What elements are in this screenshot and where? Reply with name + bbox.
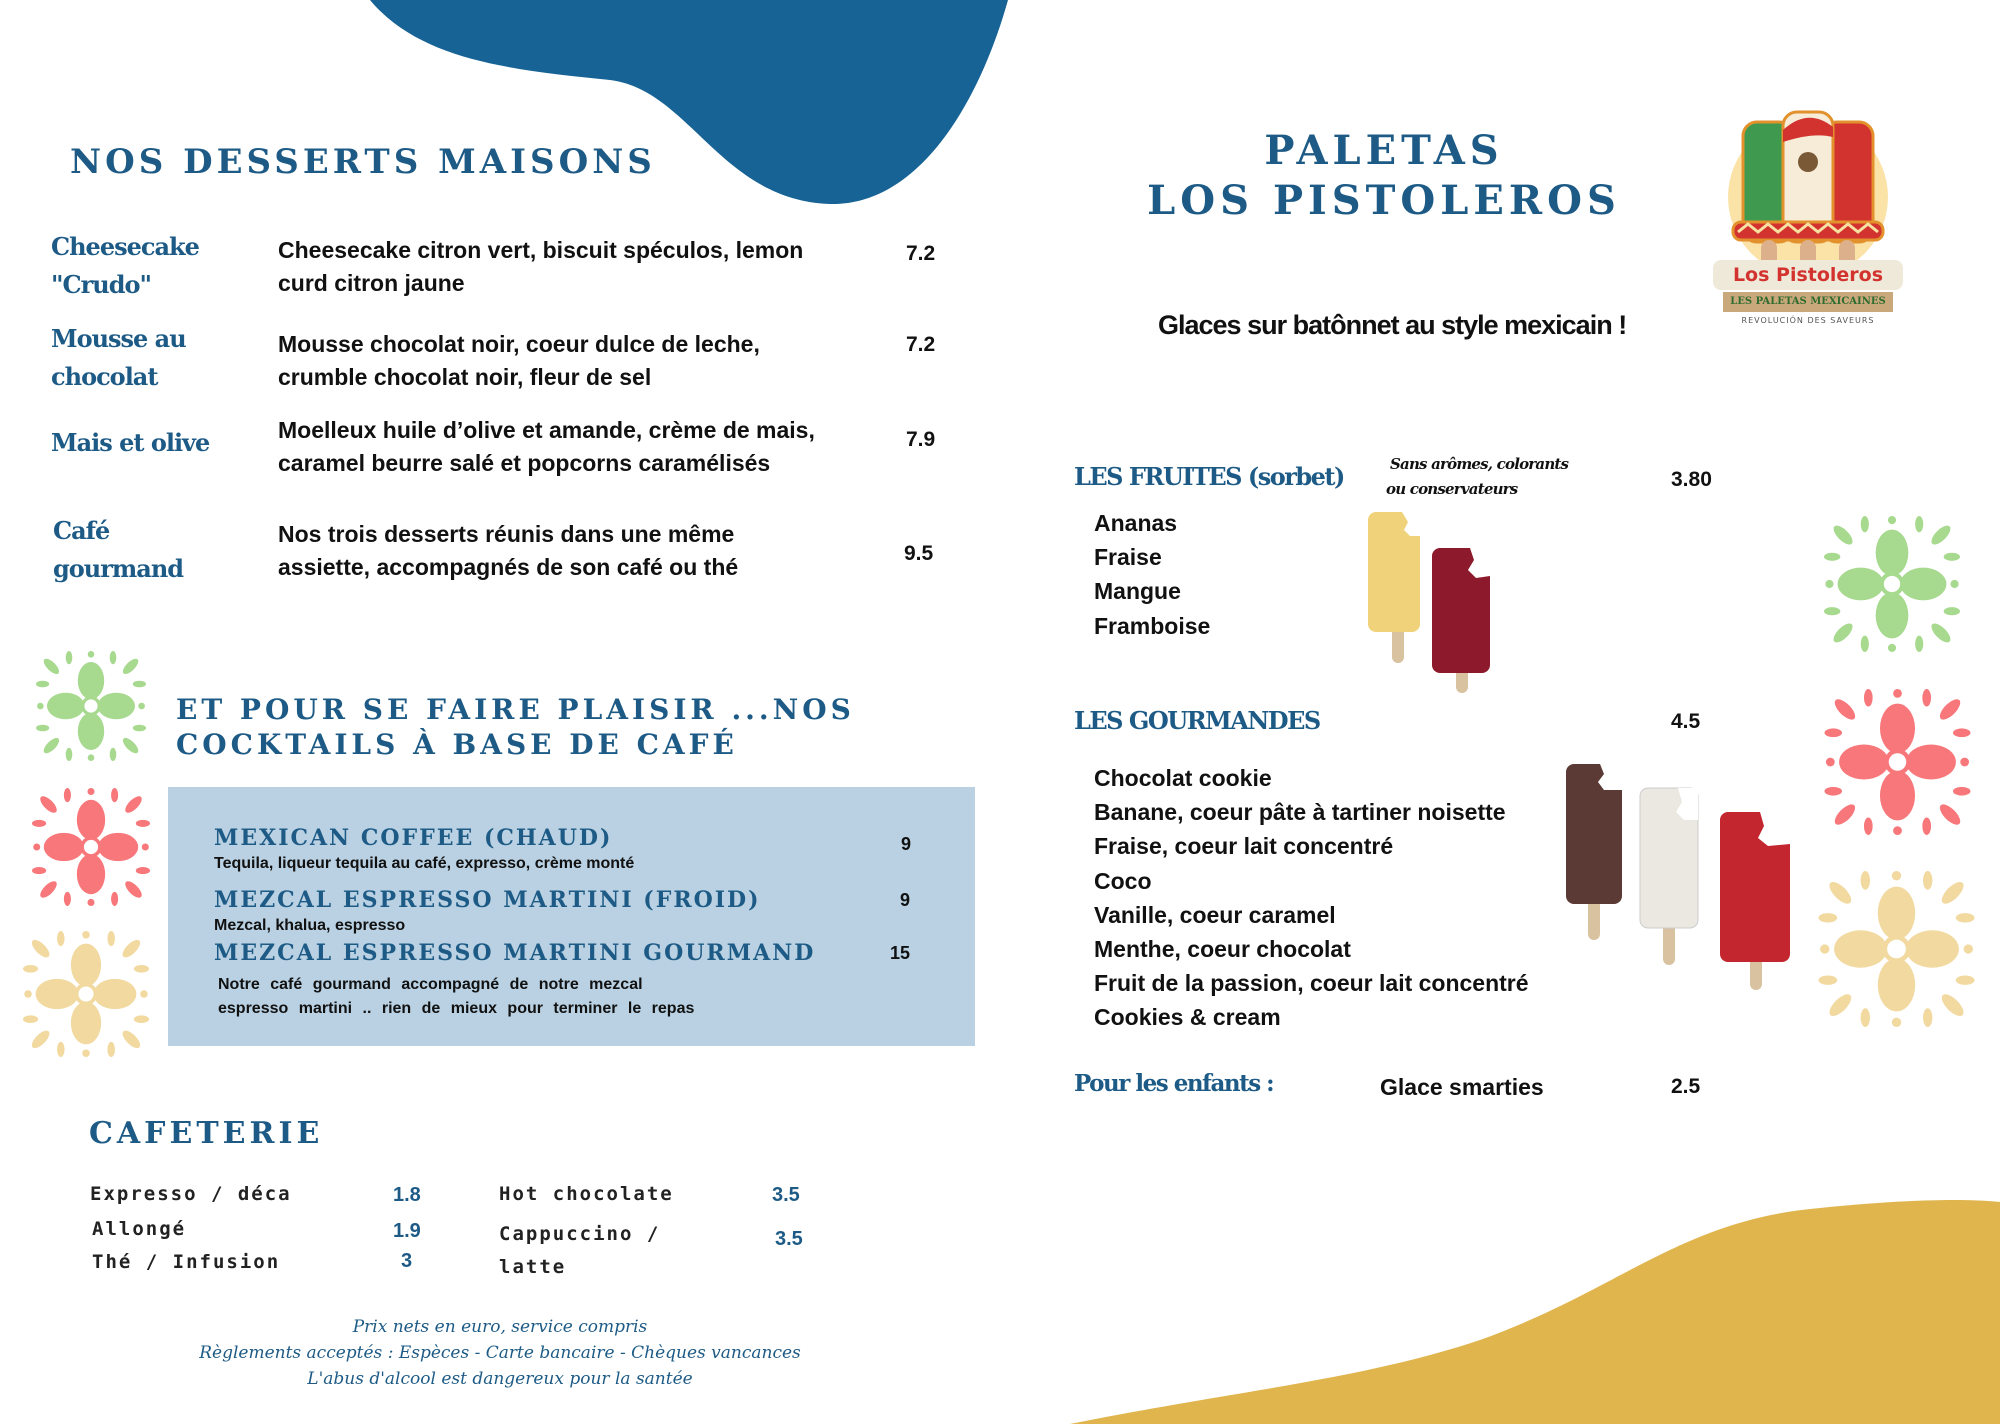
cocktail-name: MEZCAL ESPRESSO MARTINI GOURMAND — [214, 940, 816, 966]
logo-banner: LES PALETAS MEXICAINES — [1723, 292, 1893, 312]
fruits-title: LES FRUITES (sorbet) — [1074, 462, 1344, 491]
fruit-item: Mangue — [1094, 578, 1181, 605]
fruits-price: 3.80 — [1671, 468, 1712, 491]
footer-notes — [100, 1314, 900, 1392]
green-flower-tile-icon — [36, 650, 146, 762]
gourmande-item: Fruit de la passion, coeur lait concentré — [1094, 970, 1529, 997]
cafe-item-name: Hot chocolate — [499, 1183, 674, 1205]
gourmande-item: Cookies & cream — [1094, 1004, 1281, 1031]
dessert-price: 7.2 — [906, 333, 936, 356]
kids-price: 2.5 — [1671, 1075, 1701, 1098]
cocktail-price: 9 — [901, 834, 912, 854]
fruit-item: Framboise — [1094, 612, 1211, 639]
cafe-item-price: 1.9 — [393, 1220, 421, 1242]
logo-name: Los Pistoleros — [1713, 260, 1903, 290]
kids-title: Pour les enfants : — [1074, 1070, 1274, 1097]
gourmande-item: Coco — [1094, 867, 1152, 894]
gourmandes-title: LES GOURMANDES — [1074, 706, 1320, 735]
yellow-wave-decoration — [1060, 1190, 2000, 1424]
dessert-name: Café gourmand — [53, 516, 184, 583]
yellow-flower-tile-icon — [23, 931, 149, 1057]
cafe-item-price: 3.5 — [772, 1184, 800, 1206]
paletas-subtitle: Glaces sur batônnet au style mexicain ! — [1158, 310, 1627, 340]
dessert-desc: Nos trois desserts réunis dans une même assiette, accompagnés de son café ou thé — [278, 521, 739, 580]
cocktail-desc: Mezcal, khalua, espresso — [214, 917, 406, 934]
dessert-price: 9.5 — [904, 542, 934, 565]
cocktail-price: 9 — [900, 890, 911, 910]
footer-line: L'abus d'alcool est dangereux pour la santée — [307, 1369, 693, 1389]
cocktail-desc: Notre café gourmand accompagné de notre mezcal espresso martini .. rien de mieux pour terminer le repas — [218, 976, 695, 1017]
paletas-title-line1: PALETAS — [1264, 127, 1504, 174]
gourmandes-price: 4.5 — [1671, 710, 1701, 733]
cocktail-name: MEZCAL ESPRESSO MARTINI (FROID) — [214, 887, 761, 913]
gourmande-item: Vanille, coeur caramel — [1094, 901, 1336, 928]
cafe-item-name: Thé / Infusion — [92, 1251, 281, 1273]
fruit-item: Fraise — [1094, 544, 1162, 571]
dessert-desc: Mousse chocolat noir, coeur dulce de leche, crumble chocolat noir, fleur de sel — [278, 331, 760, 390]
paletas-title — [1084, 126, 1684, 226]
cafe-item-name: Cappuccino / latte — [499, 1223, 661, 1278]
red-flower-tile-icon — [1824, 689, 1971, 835]
logo-tagline: REVOLUCIÓN DES SAVEURS — [1741, 316, 1875, 325]
fruits-note-line2: ou conservateurs — [1386, 480, 1518, 498]
dessert-desc: Moelleux huile d’olive et amande, crème de mais, caramel beurre salé et popcorns caramélisés — [278, 417, 815, 476]
desserts-title: NOS DESSERTS MAISONS — [70, 142, 656, 182]
gourmande-item: Menthe, coeur chocolat — [1094, 936, 1351, 963]
fruit-popsicles-image — [1362, 508, 1497, 708]
los-pistoleros-logo — [1703, 102, 1913, 334]
cafe-item-price: 3 — [401, 1250, 413, 1272]
cafe-item-name: Expresso / déca — [90, 1183, 292, 1205]
cocktail-desc: Tequila, liqueur tequila au café, expresso, crème monté — [214, 855, 635, 872]
paletas-title-line2: LOS PISTOLEROS — [1147, 177, 1621, 224]
fruit-item: Ananas — [1094, 510, 1178, 536]
cafe-item-price: 3.5 — [775, 1228, 803, 1250]
cocktails-title — [176, 692, 855, 762]
cocktail-price: 15 — [890, 943, 911, 963]
green-flower-tile-icon — [1824, 514, 1960, 654]
cafe-item-price: 1.8 — [393, 1184, 421, 1206]
fruits-note — [1386, 452, 1568, 502]
cafe-item-name: Allongé — [92, 1218, 187, 1240]
fruits-list — [1094, 506, 1210, 643]
gourmande-item: Fraise, coeur lait concentré — [1094, 833, 1394, 860]
gourmande-item: Chocolat cookie — [1094, 765, 1272, 791]
gourmandes-list — [1094, 761, 1529, 1035]
cocktail-name: MEXICAN COFFEE (CHAUD) — [214, 825, 613, 851]
footer-line: Règlements acceptés : Espèces - Carte bancaire - Chèques vancances — [199, 1343, 801, 1363]
kids-item: Glace smarties — [1380, 1074, 1544, 1100]
yellow-flower-tile-icon — [1818, 871, 1975, 1027]
footer-line: Prix nets en euro, service compris — [352, 1317, 648, 1337]
cocktails-title-line1: ET POUR SE FAIRE PLAISIR ...NOS — [176, 693, 855, 726]
dessert-name: Cheesecake "Crudo" — [51, 232, 199, 299]
dessert-name: Mousse au chocolat — [51, 324, 186, 391]
dessert-desc: Cheesecake citron vert, biscuit spéculos, lemon curd citron jaune — [278, 237, 804, 296]
cocktails-title-line2: COCKTAILS À BASE DE CAFÉ — [176, 728, 738, 761]
fruits-note-line1: Sans arômes, colorants — [1390, 455, 1569, 473]
cafeteria-title: CAFETERIE — [89, 1116, 324, 1151]
dessert-price: 7.2 — [906, 242, 936, 265]
dessert-price: 7.9 — [906, 428, 936, 451]
dessert-name: Mais et olive — [51, 428, 210, 457]
gourmande-item: Banane, coeur pâte à tartiner noisette — [1094, 799, 1506, 826]
red-flower-tile-icon — [32, 787, 150, 907]
gourmande-popsicles-image — [1560, 760, 1800, 1000]
